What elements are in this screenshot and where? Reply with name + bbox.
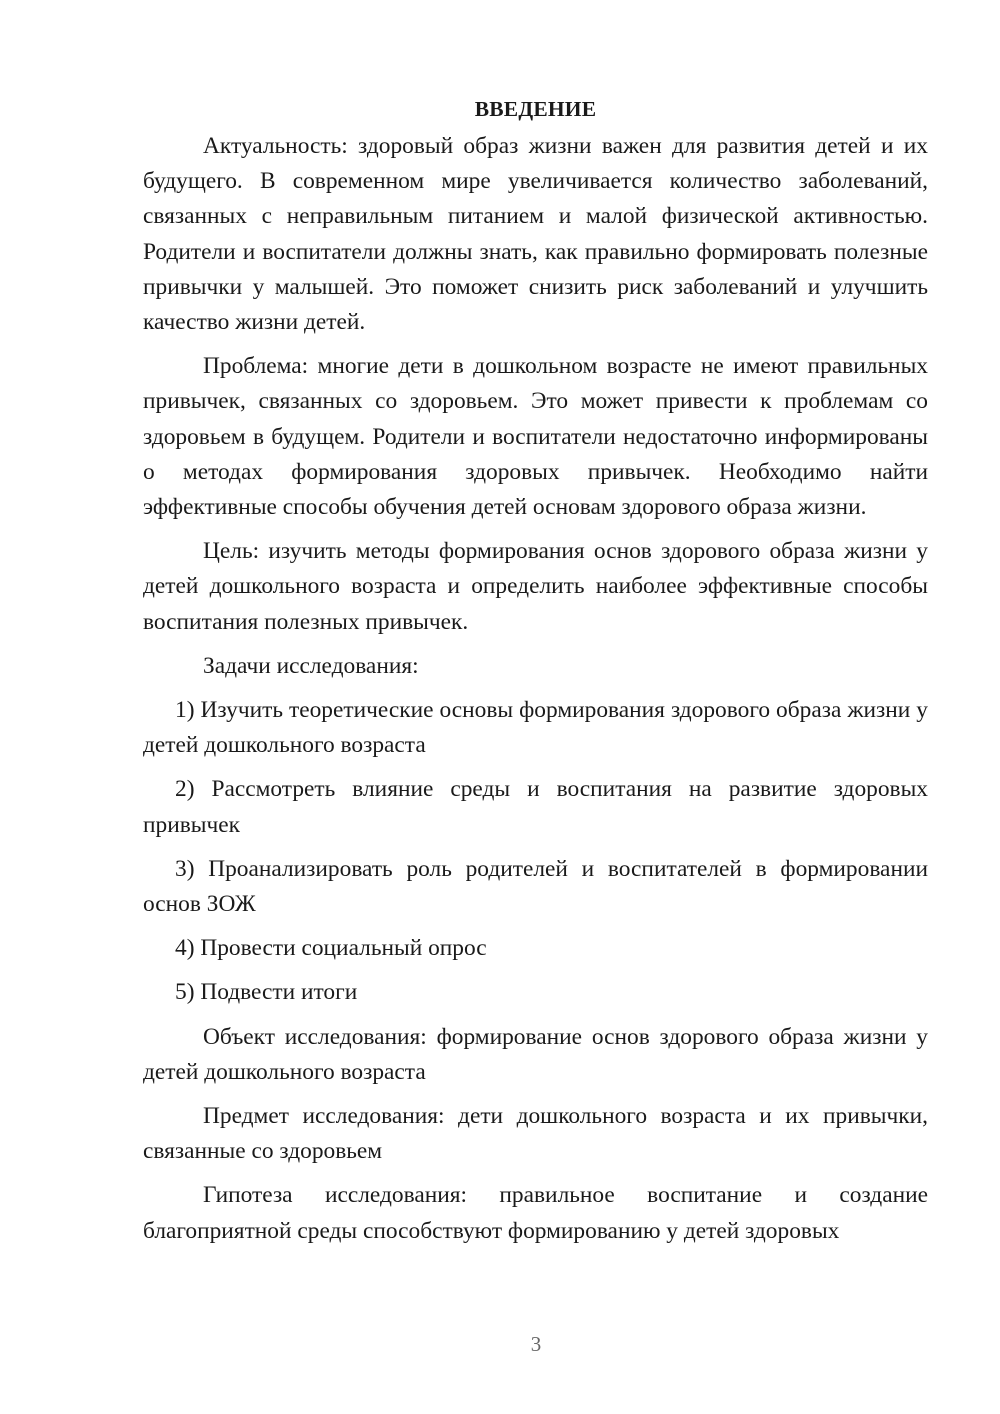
task-item-3: 3) Проанализировать роль родителей и воспитателей в формировании основ ЗОЖ <box>143 855 928 918</box>
tasks-heading: Задачи исследования: <box>203 652 419 679</box>
problem-paragraph: Проблема: многие дети в дошкольном возрасте не имеют правильных привычек, связанных со здоровьем. Это может привести к проблемам со здоровьем в будущем. Родители и воспитатели недостаточно информированы о методах формирования здоровых привычек. Необходимо найти эффективные способы обучения детей основам здорового образа жизни. <box>143 353 928 521</box>
task-item-4: 4) Провести социальный опрос <box>175 935 487 962</box>
section-title: ВВЕДЕНИЕ <box>474 97 597 121</box>
task-item-2: 2) Рассмотреть влияние среды и воспитания на развитие здоровых привычек <box>143 776 928 838</box>
subject-paragraph: Предмет исследования: дети дошкольного возраста и их привычки, связанные со здоровьем <box>143 1103 928 1165</box>
hypothesis-paragraph: Гипотеза исследования: правильное воспитание и создание благоприятной среды способствуют формированию у детей здоровых <box>143 1182 928 1244</box>
relevance-paragraph: Актуальность: здоровый образ жизни важен для развития детей и их будущего. В современном мире увеличивается количество заболеваний, связанных с неправильным питанием и малой физической активностью. Родители и воспитатели должны знать, как правильно формировать полезные привычки у малышей. Это поможет снизить риск заболеваний и улучшить качество жизни детей. <box>143 133 928 336</box>
page-number: 3 <box>530 1332 542 1356</box>
object-paragraph: Объект исследования: формирование основ здорового образа жизни у детей дошкольного возраста <box>143 1023 928 1085</box>
goal-paragraph: Цель: изучить методы формирования основ здорового образа жизни у детей дошкольного возраста и определить наиболее эффективные способы воспитания полезных привычек. <box>143 538 928 635</box>
task-item-5: 5) Подвести итоги <box>175 979 358 1006</box>
task-item-1: 1) Изучить теоретические основы формирования здорового образа жизни у детей дошкольного возраста <box>143 697 928 759</box>
page-body <box>143 92 928 1258</box>
